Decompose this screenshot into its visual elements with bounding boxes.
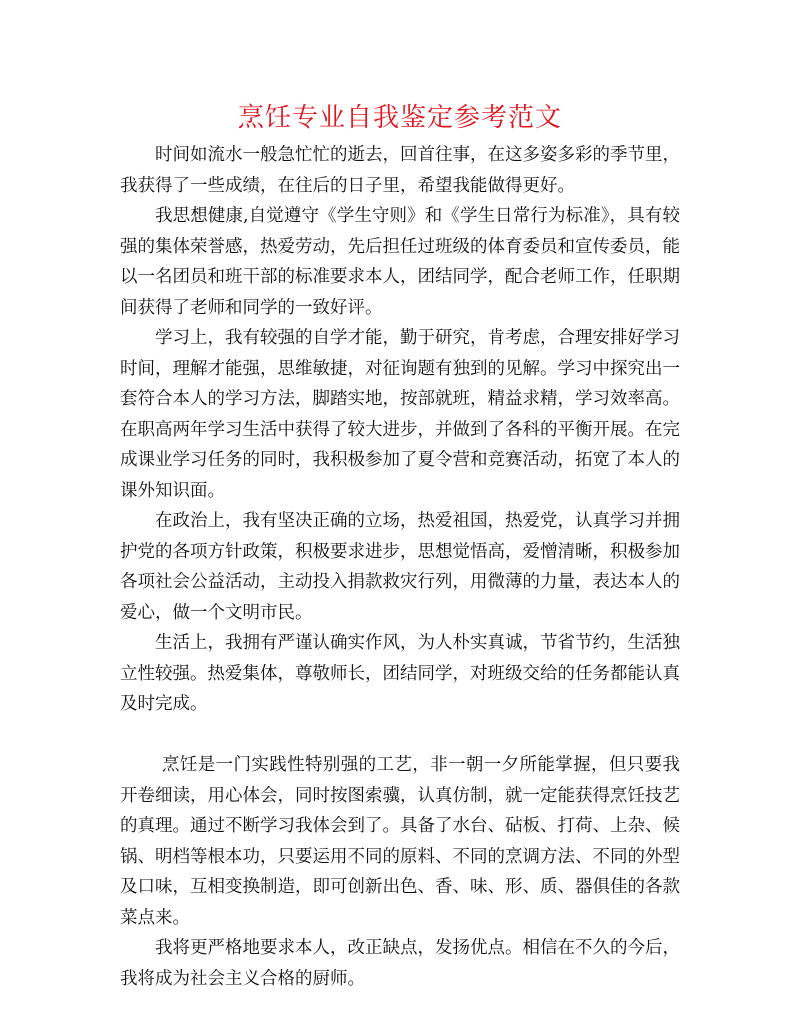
- paragraph-life: 生活上，我拥有严谨认确实作风，为人朴实真诚，节省节约，生活独立性较强。热爱集体，尊敬师长，团结同学，对班级交给的任务都能认真及时完成。: [120, 633, 680, 714]
- document-body: [120, 140, 680, 994]
- paragraph-conclusion: 我将更严格地要求本人，改正缺点，发扬优点。相信在不久的今后，我将成为社会主义合格的厨师。: [120, 938, 680, 989]
- document-title: 烹饪专业自我鉴定参考范文: [237, 103, 562, 133]
- paragraph-politics: 在政治上，我有坚决正确的立场，热爱祖国，热爱党，认真学习并拥护党的各项方针政策，积极要求进步，思想觉悟高，爱憎清晰，积极参加各项社会公益活动，主动投入捐款救灾行列，用微薄的力量，表达本人的爱心，做一个文明市民。: [120, 511, 680, 623]
- paragraph-cooking: 烹饪是一门实践性特别强的工艺，非一朝一夕所能掌握，但只要我开卷细读，用心体会，同时按图索骥，认真仿制，就一定能获得烹饪技艺的真理。通过不断学习我体会到了。具备了水台、砧板、打荷、上杂、候锅、明档等根本功，只要运用不同的原料、不同的烹调方法、不同的外型及口味，互相变换制造，即可创新出色、香、味、形、质、器俱佳的各款菜点来。: [120, 755, 680, 928]
- paragraph-study: 学习上，我有较强的自学才能，勤于研究，肯考虑，合理安排好学习时间，理解才能强，思维敏捷，对征询题有独到的见解。学习中探究出一套符合本人的学习方法，脚踏实地，按部就班，精益求精，学习效率高。在职高两年学习生活中获得了较大进步，并做到了各科的平衡开展。在完成课业学习任务的同时，我积极参加了夏令营和竞赛活动，拓宽了本人的课外知识面。: [120, 328, 680, 501]
- paragraph-intro: 时间如流水一般急忙忙的逝去，回首往事，在这多姿多彩的季节里，我获得了一些成绩，在往后的日子里，希望我能做得更好。: [120, 145, 680, 196]
- paragraph-spacer: [120, 720, 680, 751]
- paragraph-ideology: 我思想健康,自觉遵守《学生守则》和《学生日常行为标准》，具有较强的集体荣誉感，热爱劳动，先后担任过班级的体育委员和宣传委员，能以一名团员和班干部的标准要求本人，团结同学，配合老师工作，任职期间获得了老师和同学的一致好评。: [120, 206, 680, 318]
